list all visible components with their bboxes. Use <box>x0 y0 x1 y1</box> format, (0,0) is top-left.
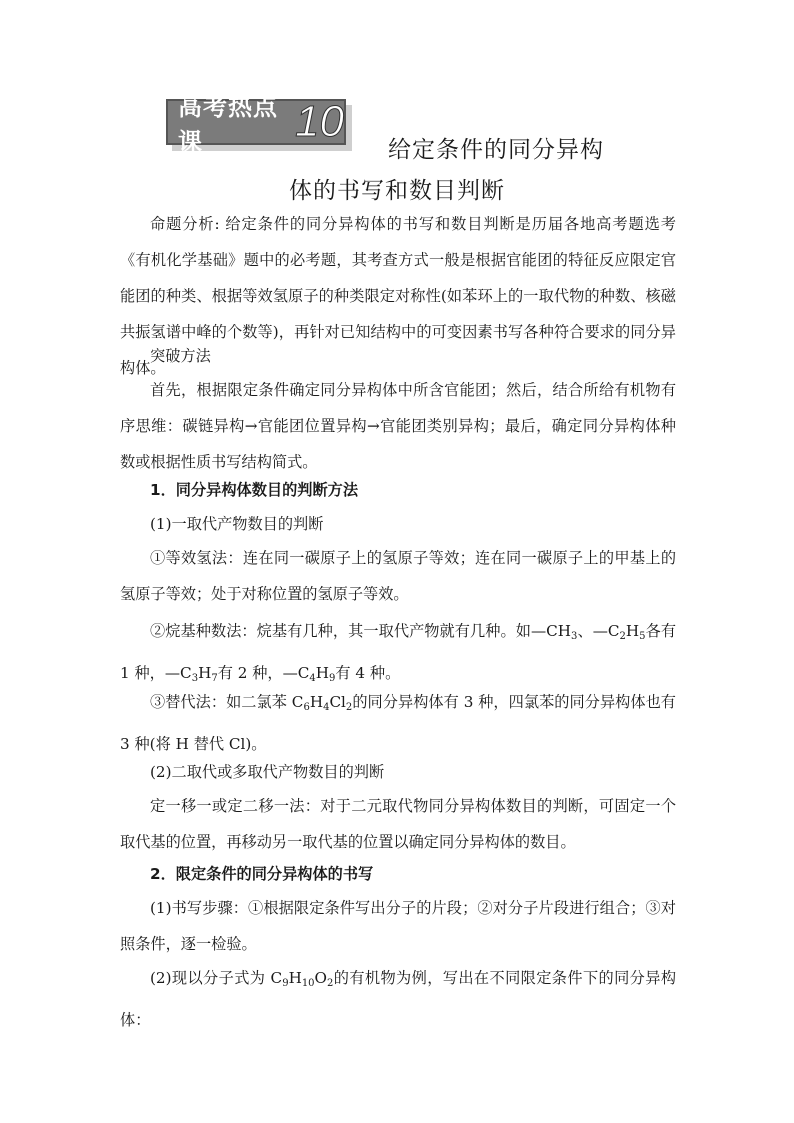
subscript: 6 <box>303 702 310 713</box>
subscript: 9 <box>329 673 336 684</box>
text-run: H <box>625 622 640 640</box>
subscript: 2 <box>327 978 334 989</box>
text-run: H <box>315 664 330 682</box>
text-run: 、—C <box>577 622 620 640</box>
subscript: 3 <box>571 631 578 642</box>
equivalent-hydrogen-paragraph: ①等效氢法：连在同一碳原子上的氢原子等效；连在同一碳原子上的甲基上的氢原子等效；处于对称位置的氢原子等效。 <box>120 549 676 603</box>
section-2-heading: 2．限定条件的同分异构体的书写 <box>150 865 374 883</box>
fix-move-paragraph: 定一移一或定二移一法：对于二元取代物同分异构体数目的判断，可固定一个取代基的位置，再移动另一取代基的位置以确定同分异构体的数目。 <box>120 797 676 851</box>
title-line-1: 给定条件的同分异构 <box>388 137 604 163</box>
intro-paragraph: 命题分析: 给定条件的同分异构体的书写和数目判断是历届各地高考题选考《有机化学基础》题中的必考题，其考查方式一般是根据官能团的特征反应限定官能团的种类、根据等效氢原子的种类限定对称性(如苯环上的一取代物的种数、核磁共振氢谱中峰的个数等)，再针对已知结构中的可变因素书写各种符合要求的同分异构体。 <box>120 215 676 377</box>
subscript: 9 <box>282 978 289 989</box>
title-line-2: 体的书写和数目判断 <box>289 178 505 204</box>
section-1-heading: 1．同分异构体数目的判断方法 <box>150 481 359 499</box>
subscript: 3 <box>191 673 199 684</box>
text-run: 的有机物为例，写出在不同限定条件下的同分异构体： <box>120 969 677 1029</box>
text-run: 有 2 种，—C <box>217 664 310 682</box>
text-run: O <box>314 969 327 987</box>
subscript: 10 <box>301 978 315 989</box>
lesson-badge <box>166 92 352 156</box>
method-paragraph: 首先，根据限定条件确定同分异构体中所含官能团；然后，结合所给有机物有序思维：碳链异构→官能团位置异构→官能团类别异构；最后，确定同分异构体种数或根据性质书写结构简式。 <box>120 381 676 471</box>
text-run: ③替代法：如二氯苯 C <box>150 693 304 711</box>
subscript: 4 <box>323 702 330 713</box>
text-run: Cl <box>329 693 346 711</box>
text-run: H <box>309 693 324 711</box>
text-run: 各有 1 种，—C <box>120 622 677 682</box>
text-run: ②烷基种数法：烷基有几种，其一取代产物就有几种。如—CH <box>150 622 572 640</box>
subscript: 2 <box>619 631 626 642</box>
text-run: H <box>198 664 212 682</box>
text-run: 有 4 种。 <box>335 664 401 682</box>
subscript: 5 <box>639 631 646 642</box>
section-1-2-heading: (2)二取代或多取代产物数目的判断 <box>150 763 385 781</box>
writing-steps-paragraph: (1)书写步骤：①根据限定条件写出分子的片段；②对分子片段进行组合；③对照条件，逐一检验。 <box>120 899 676 953</box>
subscript: 2 <box>345 702 353 713</box>
badge-label: 高考热点课 <box>178 92 278 156</box>
subscript: 4 <box>309 673 316 684</box>
badge-box <box>166 92 346 156</box>
text-run: 的同分异构体有 3 种，四氯苯的同分异构体也有 3 种(将 H 替代 Cl)。 <box>120 693 676 753</box>
section-1-1-heading: (1)一取代产物数目的判断 <box>150 515 324 533</box>
text-run: H <box>288 969 302 987</box>
example-paragraph <box>120 960 676 1038</box>
substitution-paragraph <box>120 684 676 762</box>
text-run: (2)现以分子式为 C <box>150 969 283 987</box>
method-heading: 突破方法 <box>150 347 211 365</box>
badge-number: 10 <box>295 97 344 146</box>
subscript: 7 <box>211 673 218 684</box>
